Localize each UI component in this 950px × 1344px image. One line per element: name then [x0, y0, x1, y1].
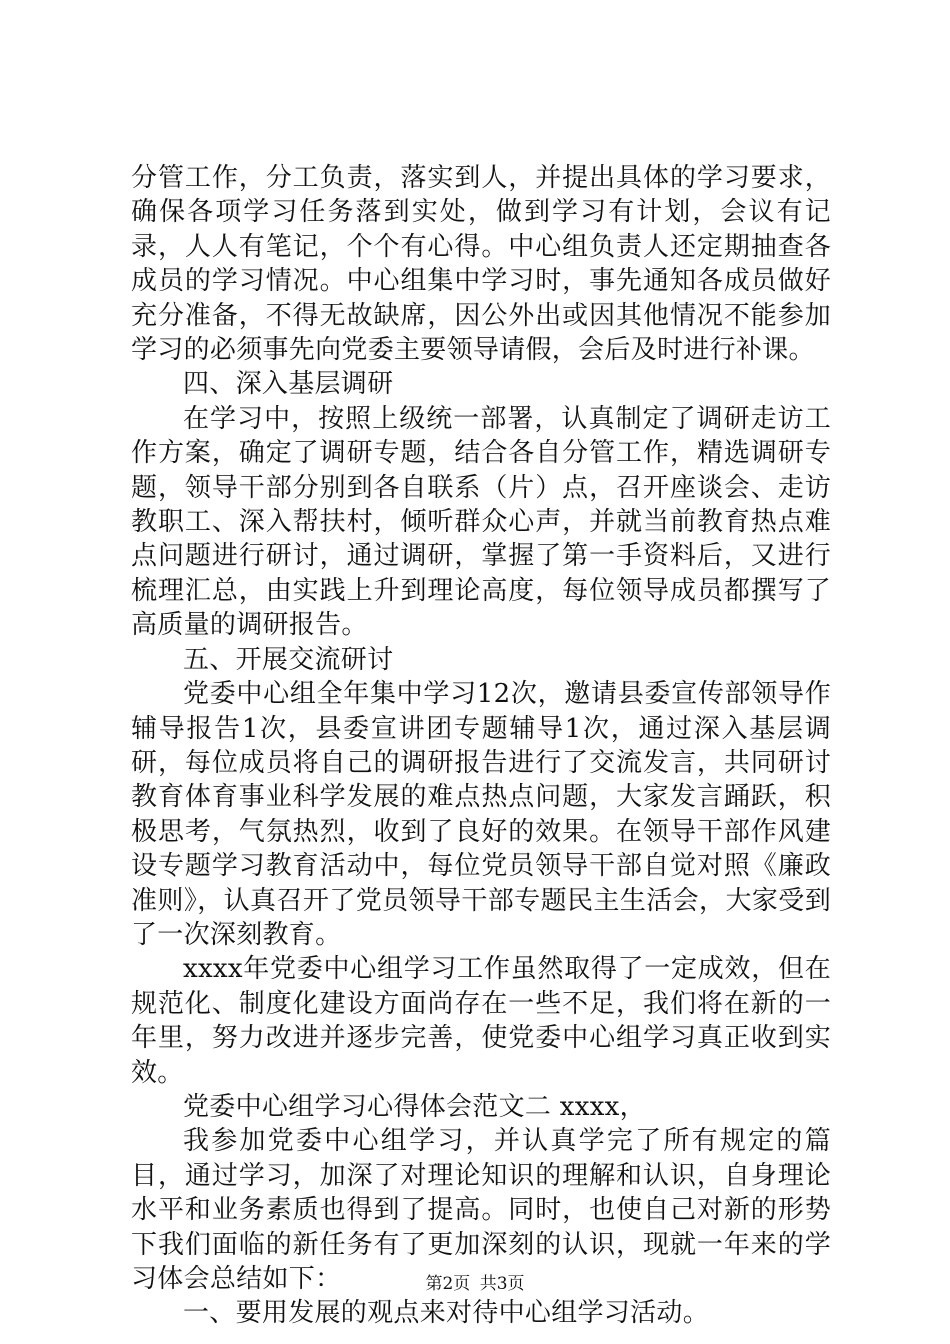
paragraph-continuation: 分管工作，分工负责，落实到人，并提出具体的学习要求，确保各项学习任务落到实处，做到学习有计划，会议有记录，人人有笔记，个个有心得。中心组负责人还定期抽查各成员的学习情况。中心组集中学习时，事先通知各成员做好充分准备，不得无故缺席，因公外出或因其他情况不能参加学习的必须事先向党委主要领导请假，会后及时进行补课。 — [131, 163, 831, 366]
paragraph-research: 在学习中，按照上级统一部署，认真制定了调研走访工作方案，确定了调研专题，结合各自分管工作，精选调研专题，领导干部分别到各自联系（片）点，召开座谈会、走访教职工、深入帮扶村，倾听群众心声，并就当前教育热点难点问题进行研讨，通过调研，掌握了第一手资料后，又进行梳理汇总，由实践上升到理论高度，每位领导成员都撰写了高质量的调研报告。 — [131, 403, 831, 641]
document-body — [131, 161, 831, 1331]
section-heading-5: 五、开展交流研讨 — [183, 644, 394, 675]
paragraph-exchange: 党委中心组全年集中学习12次，邀请县委宣传部领导作辅导报告1次，县委宣讲团专题辅导1次，通过深入基层调研，每位成员将自己的调研报告进行了交流发言，共同研讨教育体育事业科学发展的难点热点问题，大家发言踊跃，积极思考，气氛热烈，收到了良好的效果。在领导干部作风建设专题学习教育活动中，每位党员领导干部自觉对照《廉政准则》，认真召开了党员领导干部专题民主生活会，大家受到了一次深刻教育。 — [131, 679, 831, 950]
paragraph-summary: xxxx年党委中心组学习工作虽然取得了一定成效，但在规范化、制度化建设方面尚存在一些不足，我们将在新的一年里，努力改进并逐步完善，使党委中心组学习真正收到实效。 — [131, 954, 831, 1088]
paragraph-intro: 我参加党委中心组学习，并认真学完了所有规定的篇目，通过学习，加深了对理论知识的理解和认识，自身理论水平和业务素质也得到了提高。同时，也使自己对新的形势下我们面临的新任务有了更加深刻的认识，现就一年来的学习体会总结如下： — [131, 1126, 831, 1294]
page-number: 第2页 — [425, 1274, 471, 1294]
page-footer — [0, 1273, 950, 1295]
page-total: 共3页 — [479, 1274, 525, 1294]
section-heading-1: 一、要用发展的观点来对待中心组学习活动。 — [183, 1298, 710, 1329]
section-heading-4: 四、深入基层调研 — [183, 369, 394, 400]
sample-essay-title: 党委中心组学习心得体会范文二 xxxx， — [183, 1091, 646, 1122]
